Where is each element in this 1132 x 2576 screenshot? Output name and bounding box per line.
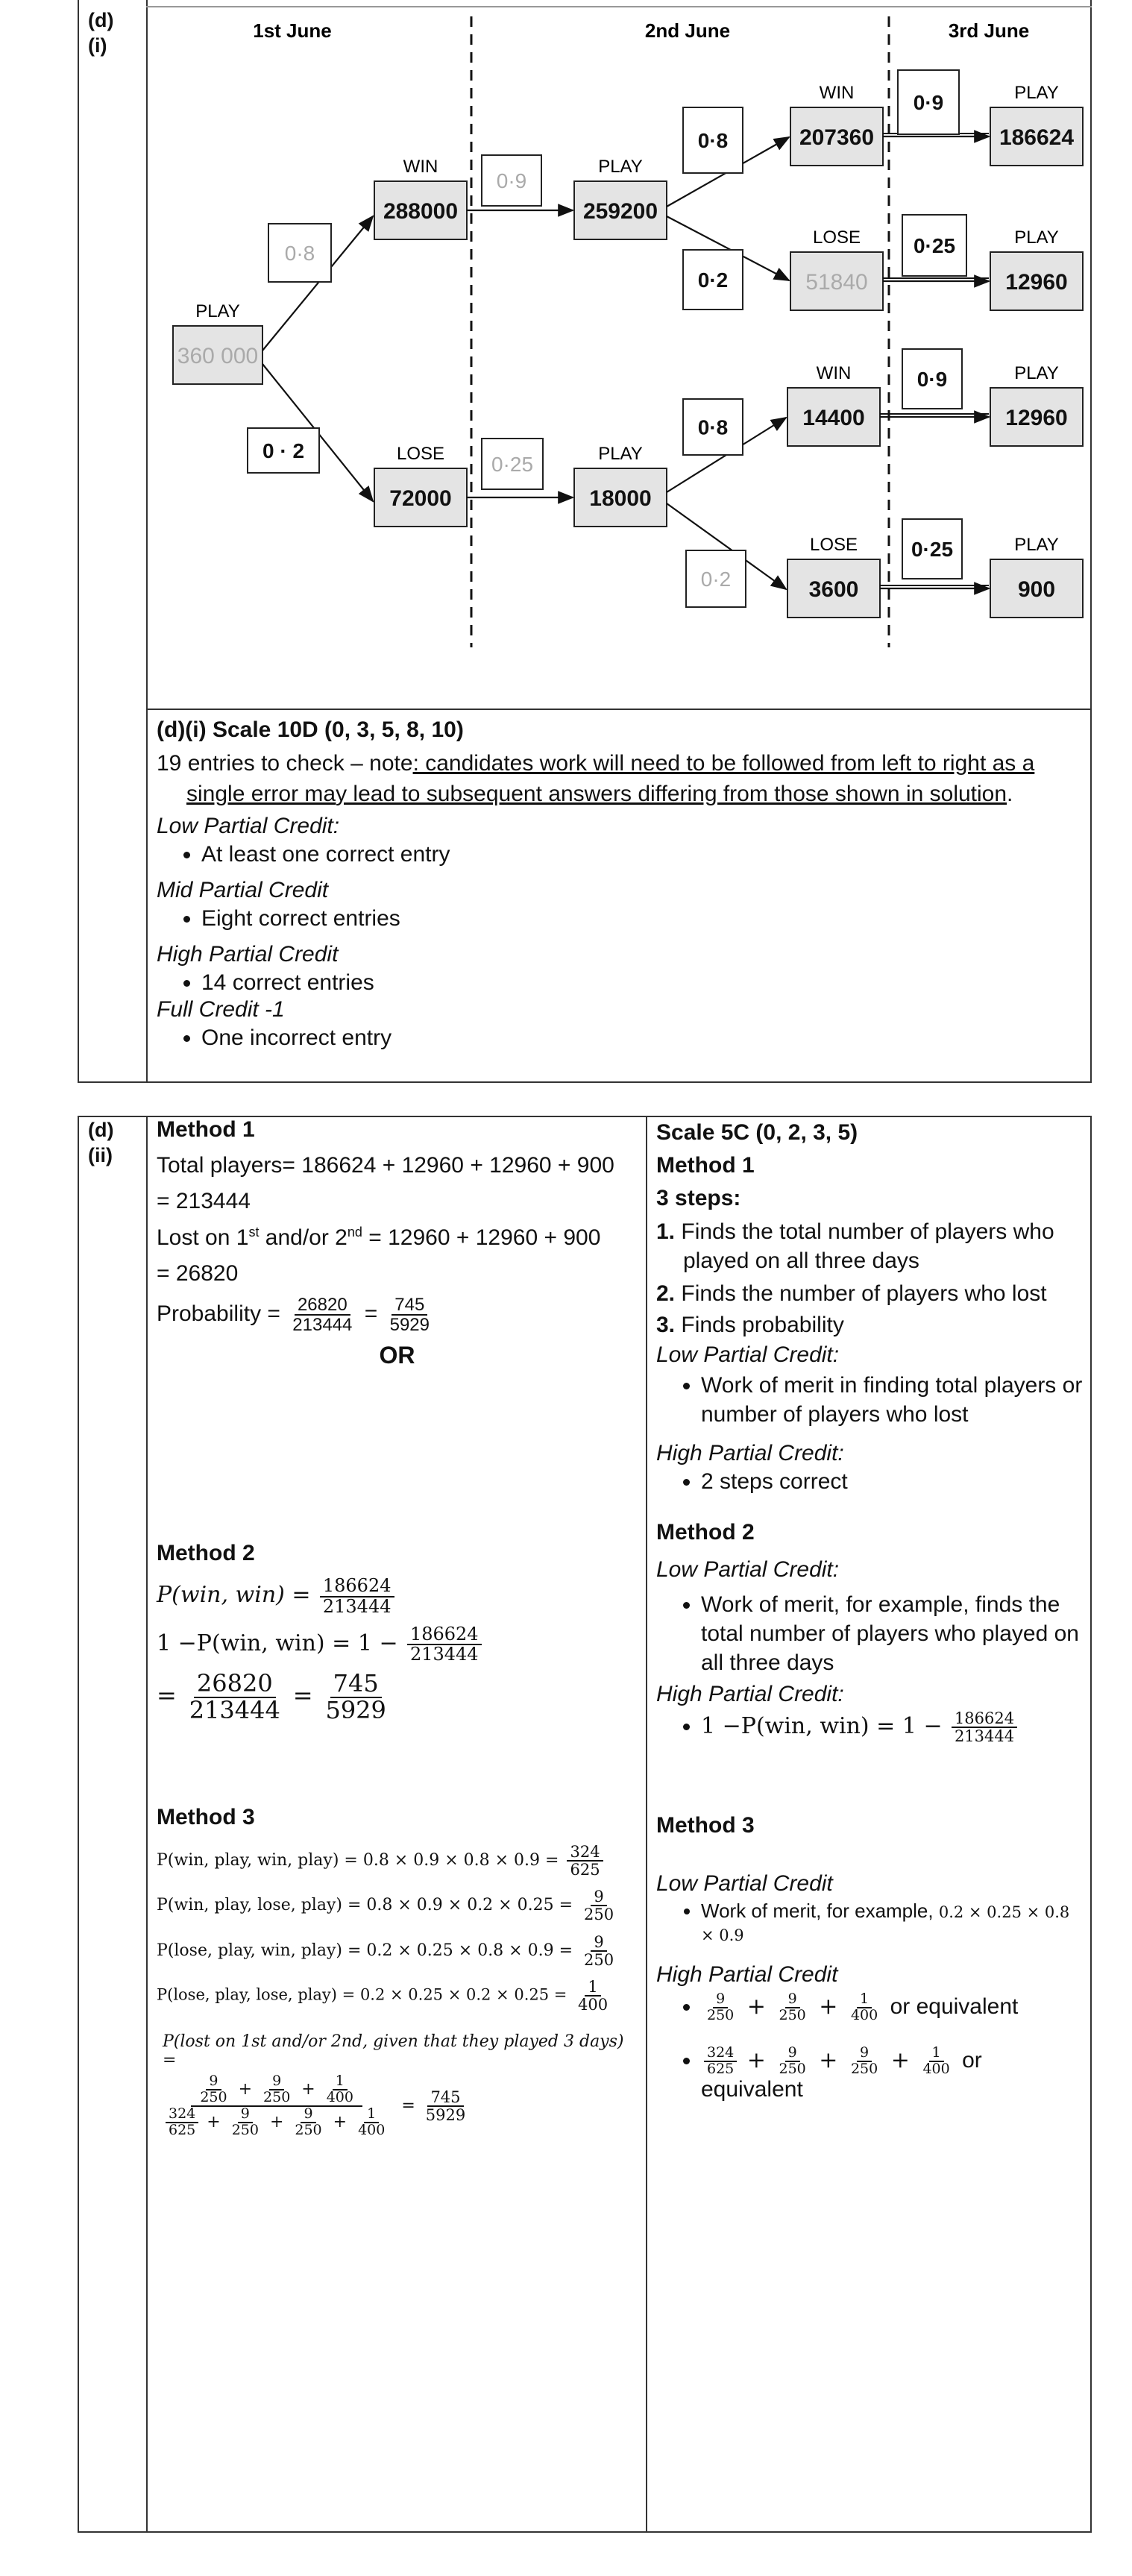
method1-title: Method 1 xyxy=(157,1117,255,1142)
tree-node-tag: WIN xyxy=(819,83,855,103)
or-label: OR xyxy=(379,1342,415,1369)
tree-node-value: 259200 xyxy=(582,199,658,224)
fraction-term: $\frac{9}{250}$ xyxy=(263,2072,291,2105)
tree-node-value: 186624 xyxy=(999,125,1075,150)
m3-denominator-sum: $\frac{324}{625}$ + $\frac{9}{250}$ + $\frac{9}{250}$ + $\frac{1}{400}$ xyxy=(160,2107,394,2138)
tree-node-tag: PLAY xyxy=(598,444,643,464)
fraction-term: $\frac{9}{250}$ xyxy=(850,2043,878,2077)
fraction-term: $\frac{9}{250}$ xyxy=(231,2105,259,2138)
probability-value: 0·2 xyxy=(697,268,729,292)
method3-title: Method 3 xyxy=(157,1805,255,1830)
mid-credit-title: Mid Partial Credit xyxy=(157,878,329,902)
m3-conditional: P(lost on 1st and/or 2nd, given that they played 3 days) = xyxy=(163,2032,624,2070)
r-low2-item: • Work of merit, for example, finds the total number of players who played on all three days xyxy=(701,1590,1085,1677)
tree-node-value: 51840 xyxy=(805,270,868,295)
mid-credit-item: • Eight correct entries xyxy=(201,906,1081,932)
full-credit-title: Full Credit -1 xyxy=(157,997,285,1022)
r-low3-title: Low Partial Credit xyxy=(656,1871,833,1897)
r-method1-title: Method 1 xyxy=(656,1153,755,1178)
m1-total-value: = 213444 xyxy=(157,1189,251,1213)
r-low1-item: • Work of merit in finding total players or number of players who lost xyxy=(701,1371,1085,1429)
m3-line2: P(win, play, lose, play) = 0.8 × 0.9 × 0.2 × 0.25 = $\frac{9}{250}$ xyxy=(157,1888,614,1924)
tree-node-value: 12960 xyxy=(1005,406,1068,430)
probability-tree-diagram xyxy=(0,0,1132,709)
r-low2-title: Low Partial Credit: xyxy=(656,1557,840,1582)
step-2: 2. Finds the number of players who lost xyxy=(656,1281,1047,1306)
m3-numerator-sum: $\frac{9}{250}$ + $\frac{9}{250}$ + $\frac{1}{400}$ xyxy=(191,2074,362,2107)
tree-node-tag: WIN xyxy=(403,157,438,177)
r-high2-title: High Partial Credit: xyxy=(656,1682,844,1706)
steps-title: 3 steps: xyxy=(656,1186,741,1210)
m3-line4: P(lose, play, lose, play) = 0.2 × 0.25 × 0.2 × 0.25 = $\frac{1}{400}$ xyxy=(157,1977,609,2014)
probability-value: 0·8 xyxy=(697,129,729,152)
probability-value: 0·9 xyxy=(916,368,948,391)
fraction-term: $\frac{1}{400}$ xyxy=(922,2043,950,2077)
m1-lost-value: = 26820 xyxy=(157,1261,239,1286)
tree-node-tag: LOSE xyxy=(809,535,858,555)
tree-node-tag: PLAY xyxy=(1014,227,1059,248)
probability-value: 0·25 xyxy=(911,538,954,561)
tree-node-tag: PLAY xyxy=(1014,363,1059,383)
probability-value: 0·8 xyxy=(697,415,729,439)
high-credit-title: High Partial Credit xyxy=(157,942,339,967)
r-high3-item-1: • $\frac{9}{250}$ + $\frac{9}{250}$ + $\frac{1}{400}$ or equivalent xyxy=(701,1992,1085,2023)
scale-column xyxy=(656,1117,1085,2104)
fraction-term: • $\frac{9}{250}$ xyxy=(707,1991,735,2024)
tree-node-tag: PLAY xyxy=(598,157,643,177)
scale-title: (d)(i) Scale 10D (0, 3, 5, 8, 10) xyxy=(157,717,464,742)
solution-column xyxy=(157,1117,638,2137)
method2-title: Method 2 xyxy=(157,1541,255,1566)
tree-node-value: 360 000 xyxy=(177,344,259,368)
tree-node-tag: WIN xyxy=(816,363,852,383)
r-high1-item: • 2 steps correct xyxy=(701,1469,1085,1495)
fraction-term: $\frac{1}{400}$ xyxy=(326,2072,353,2105)
low-credit-item: • At least one correct entry xyxy=(201,842,1081,867)
tree-node-value: 288000 xyxy=(383,199,459,224)
r-method2-title: Method 2 xyxy=(656,1520,755,1545)
part-label-ii: (ii) xyxy=(88,1144,113,1166)
day-heading: 2nd June xyxy=(644,19,731,42)
r-high3-title: High Partial Credit xyxy=(656,1962,838,1988)
tree-node-value: 12960 xyxy=(1005,270,1068,295)
tree-node-value: 3600 xyxy=(808,577,859,602)
fraction-term: • $\frac{324}{625}$ xyxy=(704,2046,737,2077)
m1-probability: Probability = $\frac{26820}{213444}$ = $\frac{745}{5929}$ xyxy=(157,1295,430,1336)
m3-result: $\frac{9}{250}$ + $\frac{9}{250}$ + $\frac{1}{400}$ $\frac{324}{625}$ + $\frac{9}{250}$ + $\frac{9}{250}$ + $\frac{1}{400}$ = $\frac{745}{5929}$ xyxy=(157,2074,638,2138)
probability-value: 0·9 xyxy=(496,169,527,192)
probability-value: 0 · 2 xyxy=(262,439,305,462)
step-3: 3. Finds probability xyxy=(656,1313,844,1337)
tree-node-tag: PLAY xyxy=(1014,535,1059,555)
marking-scheme-d-i xyxy=(157,717,1081,1052)
m2-result: = $\frac{26820}{213444}$ = $\frac{745}{5929}$ xyxy=(157,1669,386,1724)
fraction-term: $\frac{9}{250}$ xyxy=(295,2105,322,2138)
part-label-d: (d) xyxy=(88,9,114,31)
m1-total-players: Total players= 186624 + 12960 + 12960 + 900 xyxy=(157,1153,614,1178)
tree-node-tag: PLAY xyxy=(1014,83,1059,103)
entries-note: 19 entries to check – note: candidates work will need to be followed from left to right as a single error may lead to subsequent answers differing from those shown in solution. xyxy=(157,751,1035,806)
fraction-term: $\frac{9}{250}$ xyxy=(200,2072,227,2105)
fraction-term: $\frac{324}{625}$ xyxy=(166,2107,198,2138)
m3-line1: P(win, play, win, play) = 0.8 × 0.9 × 0.8 × 0.9 = $\frac{324}{625}$ xyxy=(157,1844,638,1878)
probability-value: 0·25 xyxy=(491,453,534,476)
r-low1-title: Low Partial Credit: xyxy=(656,1342,840,1367)
probability-value: 0·8 xyxy=(284,242,315,265)
step-1: 1. Finds the total number of players who played on all three days xyxy=(656,1219,1054,1273)
m3-line3: P(lose, play, win, play) = 0.2 × 0.25 × 0.8 × 0.9 = $\frac{9}{250}$ xyxy=(157,1932,614,1969)
fraction-term: $\frac{9}{250}$ xyxy=(779,2043,806,2077)
tree-node-value: 900 xyxy=(1017,577,1056,602)
day-heading: 1st June xyxy=(253,19,332,42)
tree-node-tag: PLAY xyxy=(195,301,240,321)
probability-value: 0·25 xyxy=(913,234,956,257)
r-high2-item: • 1 −P(win, win) = 1 − $\frac{186624}{213444}$ xyxy=(701,1710,1085,1744)
m2-p-win-win: P(win, win) = $\frac{186624}{213444}$ xyxy=(157,1577,638,1615)
m2-complement: 1 −P(win, win) = 1 − $\frac{186624}{213444}$ xyxy=(157,1625,638,1664)
tree-node-value: 207360 xyxy=(799,125,875,150)
tree-node-tag: LOSE xyxy=(812,227,861,248)
low-credit-title: Low Partial Credit: xyxy=(157,814,340,838)
probability-value: 0·9 xyxy=(913,91,944,114)
probability-value: 0·2 xyxy=(700,568,732,591)
r-method3-title: Method 3 xyxy=(656,1813,755,1838)
full-credit-item: • One incorrect entry xyxy=(201,1025,1081,1051)
high-credit-item: • 14 correct entries xyxy=(201,970,1081,996)
tree-node-value: 14400 xyxy=(802,406,865,430)
m1-lost: Lost on 1st and/or 2nd = 12960 + 12960 + 900 xyxy=(157,1225,601,1250)
part-label-i: (i) xyxy=(88,34,107,57)
scale-5c-title: Scale 5C (0, 2, 3, 5) xyxy=(656,1120,858,1145)
tree-node-value: 18000 xyxy=(589,486,652,511)
tree-node-value: 72000 xyxy=(389,486,452,511)
part-label-d2: (d) xyxy=(88,1119,114,1141)
r-high3-item-2: • $\frac{324}{625}$ + $\frac{9}{250}$ + $\frac{9}{250}$ + $\frac{1}{400}$ or equivalent xyxy=(701,2046,1085,2102)
fraction-term: $\frac{1}{400}$ xyxy=(850,1991,878,2024)
r-low3-item: • Work of merit, for example, 0.2 × 0.25 × 0.8 × 0.9 xyxy=(701,1900,1085,1946)
day-heading: 3rd June xyxy=(948,19,1030,42)
r-high1-title: High Partial Credit: xyxy=(656,1441,844,1466)
fraction-term: $\frac{1}{400}$ xyxy=(358,2105,386,2138)
fraction-term: $\frac{9}{250}$ xyxy=(779,1991,806,2024)
tree-node-tag: LOSE xyxy=(396,444,445,464)
